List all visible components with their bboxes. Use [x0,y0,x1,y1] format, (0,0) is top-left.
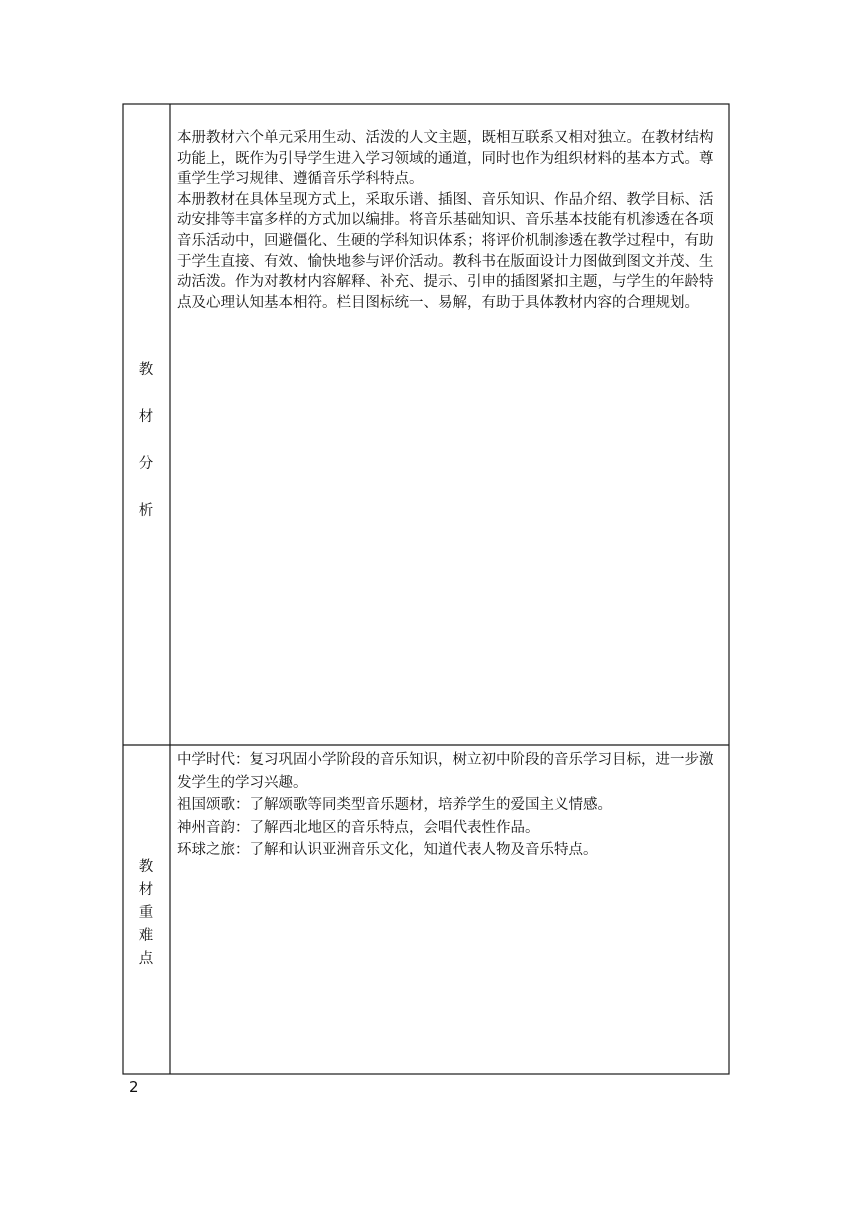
label-char: 教 [138,362,154,378]
label-char: 点 [138,951,154,967]
label-char: 析 [138,503,154,519]
label-char: 材 [138,409,154,425]
row-label-textbook-analysis [123,347,169,535]
label-char: 教 [138,859,154,875]
label-char: 材 [138,882,154,898]
label-char: 难 [138,928,154,944]
page-number: 2 [129,1078,139,1096]
row-label-key-difficulties [123,856,169,971]
paragraph: 本册教材六个单元采用生动、活泼的人文主题，既相互联系又相对独立。在教材结构功能上，既作为引导学生进入学习领域的通道，同时也作为组织材料的基本方式。尊重学生学习规律、遵循音乐学科特点。 [177,130,714,188]
paragraph: 神州音韵：了解西北地区的音乐特点，会唱代表性作品。 [177,819,540,836]
key-difficulties-content [177,749,723,862]
paragraph: 祖国颂歌：了解颂歌等同类型音乐题材，培养学生的爱国主义情感。 [177,797,612,813]
textbook-analysis-content [177,128,723,313]
paragraph: 环球之旅：了解和认识亚洲音乐文化，知道代表人物及音乐特点。 [177,842,598,858]
paragraph: 本册教材在具体呈现方式上，采取乐谱、插图、音乐知识、作品介绍、教学目标、活动安排等丰富多样的方式加以编排。将音乐基础知识、音乐基本技能有机渗透在各项音乐活动中，回避僵化、生硬的学科知识体系；将评价机制渗透在教学过程中，有助于学生直接、有效、愉快地参与评价活动。教科书在版面设计力图做到图文并茂、生动活泼。作为对教材内容解释、补充、提示、引申的插图紧扣主题，与学生的年龄特点及心理认知基本相符。栏目图标统一、易解，有助于具体教材内容的合理规划。 [177,191,714,311]
label-char: 重 [138,905,154,921]
label-char: 分 [138,456,154,472]
paragraph: 中学时代：复习巩固小学阶段的音乐知识，树立初中阶段的音乐学习目标，进一步激发学生的学习兴趣。 [177,752,714,791]
